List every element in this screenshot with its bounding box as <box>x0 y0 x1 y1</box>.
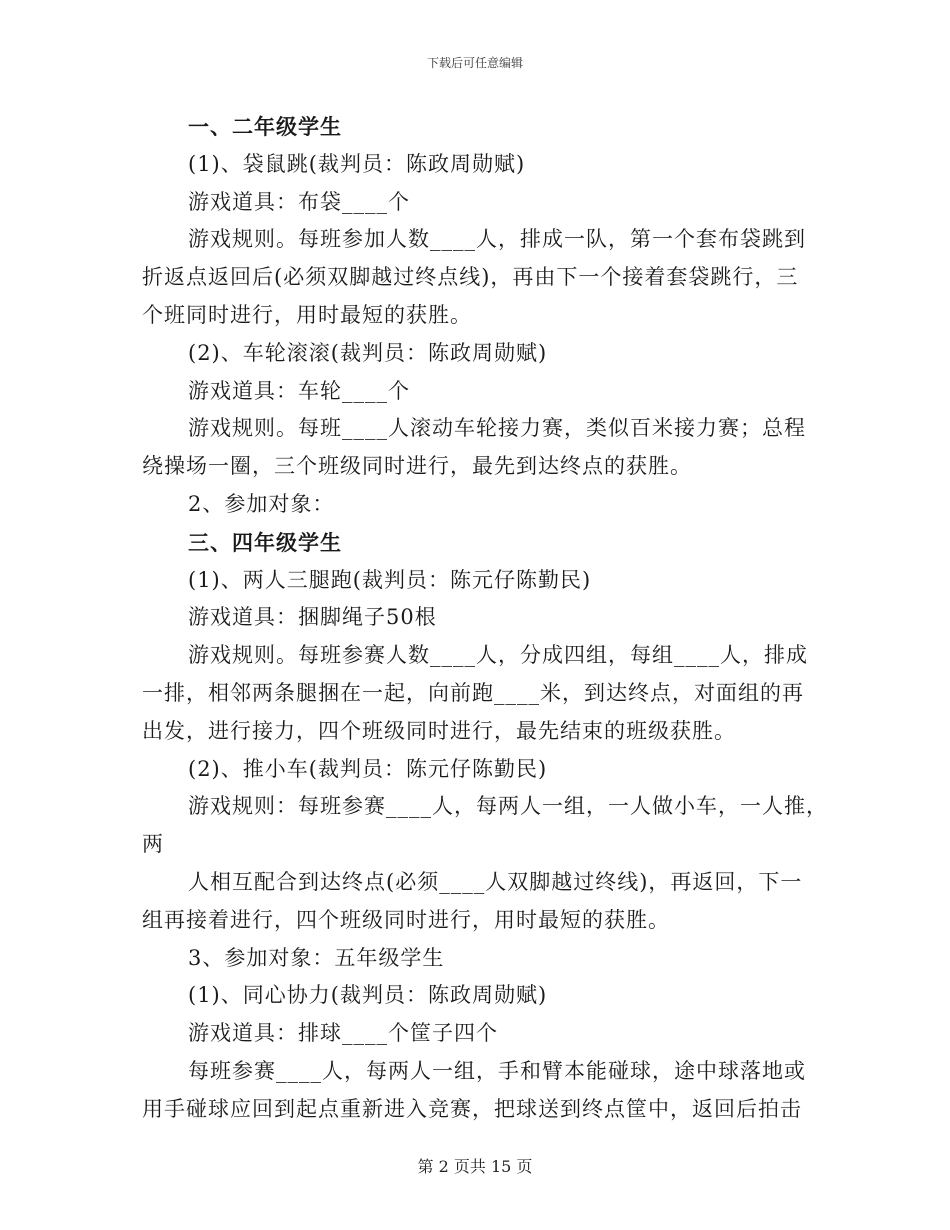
text-line: 每班参赛____人，每两人一组，手和臂本能碰球，途中球落地或 <box>188 1058 806 1083</box>
section-heading: 一、二年级学生 <box>188 114 342 139</box>
text-line: (2)、车轮滚滚(裁判员：陈政周勋赋) <box>188 340 548 365</box>
text-line: 出发，进行接力，四个班级同时进行，最先结束的班级获胜。 <box>142 718 736 743</box>
text-line: 个班同时进行，用时最短的获胜。 <box>142 302 472 327</box>
text-line: 组再接着进行，四个班级同时进行，用时最短的获胜。 <box>142 907 670 932</box>
text-line: 用手碰球应回到起点重新进入竞赛，把球送到终点筐中，返回后拍击 <box>142 1096 802 1121</box>
page-header: 下载后可任意编辑 <box>426 56 523 70</box>
text-line: 游戏规则：每班参赛____人，每两人一组，一人做小车，一人推， <box>188 794 828 819</box>
document-body <box>142 108 828 1129</box>
text-line: 折返点返回后(必须双脚越过终点线)，再由下一个接着套袋跳行，三 <box>142 265 799 290</box>
text-line: 2、参加对象： <box>188 491 335 516</box>
text-line: 3、参加对象：五年级学生 <box>188 945 445 970</box>
text-line: (1)、袋鼠跳(裁判员：陈政周勋赋) <box>188 151 526 176</box>
text-line: (1)、同心协力(裁判员：陈政周勋赋) <box>188 983 548 1008</box>
text-line: 游戏规则。每班____人滚动车轮接力赛，类似百米接力赛；总程 <box>188 416 806 441</box>
text-line: 游戏道具：布袋____个 <box>188 189 410 214</box>
page-footer: 第 2 页共 15 页 <box>417 1157 533 1176</box>
text-line: 一排，相邻两条腿捆在一起，向前跑____米，到达终点，对面组的再 <box>142 680 804 705</box>
text-line: 两 <box>142 832 164 857</box>
text-line: 人相互配合到达终点(必须____人双脚越过终线)，再返回，下一 <box>188 869 803 894</box>
text-line: 游戏道具：捆脚绳子50根 <box>188 605 437 630</box>
text-line: (1)、两人三腿跑(裁判员：陈元仔陈勤民) <box>188 567 592 592</box>
section-heading: 三、四年级学生 <box>188 529 342 555</box>
text-line: 游戏规则。每班参加人数____人，排成一队，第一个套布袋跳到 <box>188 227 806 252</box>
text-line: (2)、推小车(裁判员：陈元仔陈勤民) <box>188 756 548 781</box>
text-line: 绕操场一圈，三个班级同时进行，最先到达终点的获胜。 <box>142 454 692 479</box>
text-line: 游戏规则。每班参赛人数____人，分成四组，每组____人，排成 <box>188 643 808 668</box>
text-line: 游戏道具：车轮____个 <box>188 378 410 403</box>
text-line: 游戏道具：排球____个筐子四个 <box>188 1021 498 1046</box>
